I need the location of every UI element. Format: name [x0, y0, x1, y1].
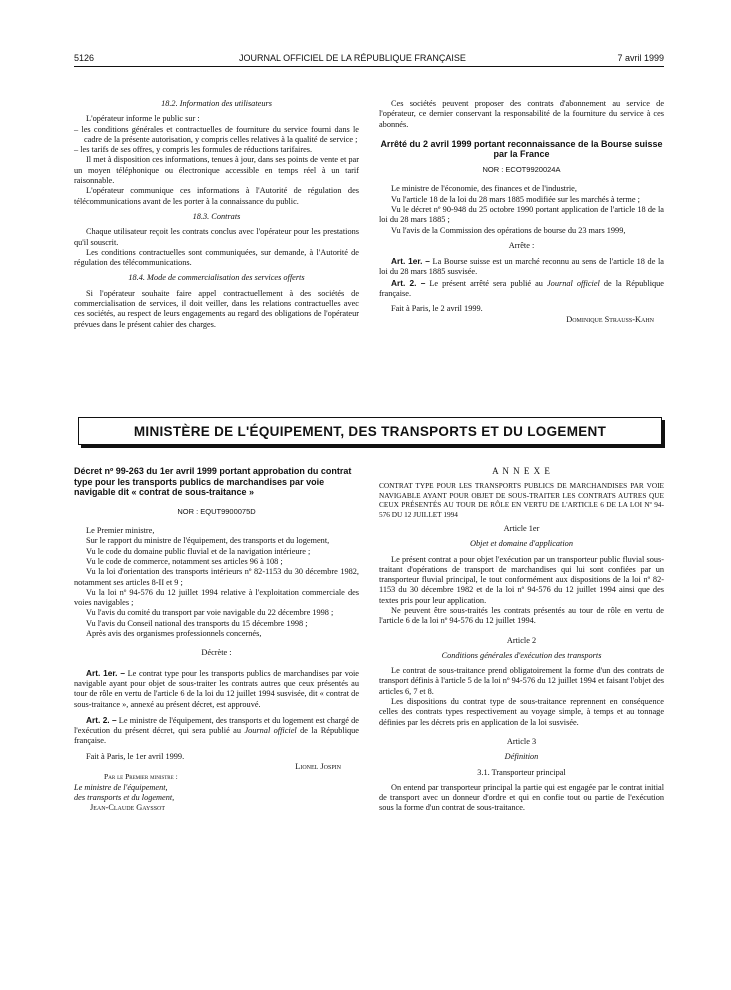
- journal-name: Journal officiel: [546, 278, 600, 288]
- article-subtitle: Définition: [504, 752, 539, 762]
- paragraph: Les conditions contractuelles sont communiquées, sur demande, à l'Autorité de régulation des télécommunications.: [74, 247, 359, 268]
- article-text: La Bourse suisse est un marché reconnu au sens de l'article 18 de la loi du 28 mars 1885 susvisée.: [379, 257, 664, 277]
- paragraph: On entend par transporteur principal la partie qui est engagée par le contrat initial de transport avec un donneur d'ordre et qui en confie tout ou partie de l'exécution sous la forme d'un contrat de sous-traitance.: [379, 782, 664, 813]
- paragraph: Vu l'avis de la Commission des opérations de bourse du 23 mars 1999,: [391, 225, 626, 235]
- contrat-title: CONTRAT TYPE POUR LES TRANSPORTS PUBLICS DE MARCHANDISES PAR VOIE NAVIGABLE AYANT POUR OBJET DE SOUS-TRAITER LES CONTRATS AUTRES QUE CEUX PRÉSENTÉS AU TOUR DE RÔLE EN VERTU DE L'ARTICLE 6 DE LA LOI Nº 94-576 DU 12 JUILLET 1994: [379, 481, 664, 519]
- issue-date: 7 avril 1999: [617, 53, 664, 63]
- header-rule: [74, 66, 664, 67]
- decrete-heading: Décrète :: [201, 648, 232, 658]
- article-label: Art. 1er. –: [86, 667, 125, 678]
- paragraph: Vu le code de commerce, notamment ses articles 96 à 108 ;: [86, 556, 283, 566]
- top-right-column: [379, 99, 664, 325]
- section-18-4-title: 18.4. Mode de commercialisation des services offerts: [128, 273, 305, 283]
- list-item: – les conditions générales et contractuelles de fourniture du service fourni dans le cadre de la présente autorisation, y compris celles relatives à la qualité de service ;: [74, 124, 359, 144]
- article-text: Le contrat type pour les transports publics de marchandises par voie navigable ayant pour objet de sous-traiter les contrats autres que ceux présentés au tour de rôle en vertu de l'article 6 de la loi du 12 juillet 1994 susvisée, dit « contrat de sous-traitance », annexé au présent décret, est approuvé.: [74, 668, 359, 709]
- paragraph: Vu l'avis du Conseil national des transports du 15 décembre 1998 ;: [86, 618, 308, 628]
- decret-title: Décret nº 99-263 du 1er avril 1999 portant approbation du contrat type pour les transports publics de marchandises par voie navigable dit « contrat de sous-traitance »: [74, 466, 352, 498]
- paragraph: Vu la loi d'orientation des transports intérieurs nº 82-1153 du 30 décembre 1982, notamment ses articles 8-II et 9 ;: [74, 567, 359, 587]
- article-label: Art. 1er. –: [391, 256, 430, 267]
- ministry-banner: MINISTÈRE DE L'ÉQUIPEMENT, DES TRANSPORTS ET DU LOGEMENT: [78, 417, 662, 445]
- minister-title: des transports et du logement,: [74, 792, 175, 802]
- article-heading: Article 3: [506, 736, 537, 746]
- paragraph: Vu le code du domaine public fluvial et de la navigation intérieure ;: [86, 546, 311, 556]
- arrete-heading: Arrête :: [508, 240, 535, 250]
- paragraph: Le contrat de sous-traitance prend obligatoirement la forme d'un des contrats de transport définis à l'article 5 de la loi nº 94-576 du 12 juillet 1994 et faisant l'objet des articles 6, 7 et 8.: [379, 666, 664, 696]
- bottom-left-column: [74, 466, 359, 814]
- bottom-right-column: [379, 466, 664, 814]
- paragraph: Après avis des organismes professionnels concernés,: [86, 629, 262, 639]
- article-text: de la République française.: [74, 726, 359, 746]
- article-1: [74, 668, 359, 710]
- par-line: Par le Premier ministre :: [104, 772, 178, 782]
- article-1: [379, 256, 664, 278]
- paragraph: Ne peuvent être sous-traités les contrats présentés au tour de rôle en vertu de l'article 6 de la loi nº 94-576 du 12 juillet 1994.: [379, 606, 664, 626]
- top-left-column: [74, 99, 359, 330]
- section-18-3-title: 18.3. Contrats: [192, 211, 241, 221]
- paragraph: Vu le décret nº 90-948 du 25 octobre 1990 portant application de l'article 18 de la loi du 28 mars 1885 ;: [379, 204, 664, 225]
- article-2: [379, 278, 664, 300]
- paragraph: Vu l'article 18 de la loi du 28 mars 1885 modifiée sur les marchés à terme ;: [391, 194, 640, 204]
- paragraph: L'opérateur communique ces informations à l'Autorité de régulation des télécommunications avant de les porter à la connaissance du public.: [74, 186, 359, 206]
- paragraph: Le présent contrat a pour objet l'exécution par un transporteur public fluvial sous-traitant d'opérations de transport de marchandises qui lui sont confiées par un transporteur fluvial principal, le tout conformément aux dispositions de la loi nº 82-1153 du 30 décembre 1982 et de la loi nº 94-576 du 12 juillet 1994 ainsi que des textes pris pour leur application.: [379, 554, 664, 605]
- list-item: – les tarifs de ses offres, y compris les formules de réductions tarifaires.: [74, 145, 313, 155]
- signature: Jean-Claude Gayssot: [90, 803, 166, 813]
- section-18-2-title: 18.2. Information des utilisateurs: [161, 99, 272, 108]
- page-number: 5126: [74, 53, 95, 63]
- paragraph: Les dispositions du contrat type de sous-traitance reprennent en conséquence celles des contrats types respectivement au voyage simple, à temps et au tonnage définies par les décrets pris en application de la loi susvisée.: [379, 697, 664, 727]
- paragraph: Le Premier ministre,: [86, 526, 155, 536]
- article-label: Art. 2. –: [86, 714, 117, 725]
- paragraph: Vu la loi nº 94-576 du 12 juillet 1994 relative à l'exploitation commerciale des voies navigables ;: [74, 587, 359, 608]
- article-text: Le ministre de l'équipement, des transports et du logement est chargé de l'exécution du présent décret, qui sera publié au: [74, 715, 359, 736]
- nor-reference: NOR : ECOT9920024A: [482, 165, 561, 175]
- paragraph: Il met à disposition ces informations, tenues à jour, dans ses points de vente et par un moyen téléphonique ou électronique accessible en temps réel à un tarif raisonnable.: [74, 155, 359, 186]
- article-heading: Article 2: [506, 635, 537, 645]
- paragraph: L'opérateur informe le public sur :: [86, 114, 200, 124]
- subsection-title: 3.1. Transporteur principal: [477, 767, 566, 777]
- paragraph: Chaque utilisateur reçoit les contrats conclus avec l'opérateur pour les prestations qu'il souscrit.: [74, 227, 359, 247]
- article-subtitle: Objet et domaine d'application: [470, 539, 573, 549]
- article-heading: Article 1er: [503, 523, 540, 533]
- journal-name: Journal officiel: [244, 726, 297, 736]
- minister-title: Le ministre de l'équipement,: [74, 782, 168, 792]
- fait-line: Fait à Paris, le 2 avril 1999.: [391, 304, 483, 314]
- article-label: Art. 2. –: [391, 277, 426, 288]
- article-subtitle: Conditions générales d'exécution des transports: [441, 650, 602, 660]
- article-text: de la République française.: [379, 278, 664, 299]
- paragraph: Ces sociétés peuvent proposer des contrats d'abonnement au service de l'opérateur, ce dernier conservant la responsabilité de la fourniture du service à ces abonnés.: [379, 99, 664, 129]
- paragraph: Vu l'avis du comité du transport par voie navigable du 22 décembre 1998 ;: [86, 608, 334, 618]
- journal-title: JOURNAL OFFICIEL DE LA RÉPUBLIQUE FRANÇAISE: [239, 53, 466, 63]
- arrete-title: Arrêté du 2 avril 1999 portant reconnaissance de la Bourse suisse par la France: [380, 138, 663, 160]
- annexe-heading: A N N E X E: [492, 466, 551, 476]
- signature: Dominique Strauss-Kahn: [566, 314, 654, 324]
- paragraph: Le ministre de l'économie, des finances et de l'industrie,: [391, 184, 577, 194]
- signature: Lionel Jospin: [295, 762, 341, 772]
- fait-line: Fait à Paris, le 1er avril 1999.: [86, 751, 185, 761]
- paragraph: Si l'opérateur souhaite faire appel contractuellement à des sociétés de commercialisation de services, il doit veiller, dans les relations contractuelles avec ces sociétés, au respect de leurs engagements au regard des obligations de l'opérateur prévues dans le présent cahier des charges.: [74, 288, 359, 329]
- paragraph: Sur le rapport du ministre de l'équipement, des transports et du logement,: [86, 536, 330, 546]
- article-text: Le présent arrêté sera publié au: [425, 278, 547, 288]
- article-2: [74, 715, 359, 747]
- nor-reference: NOR : EQUT9900075D: [177, 506, 256, 516]
